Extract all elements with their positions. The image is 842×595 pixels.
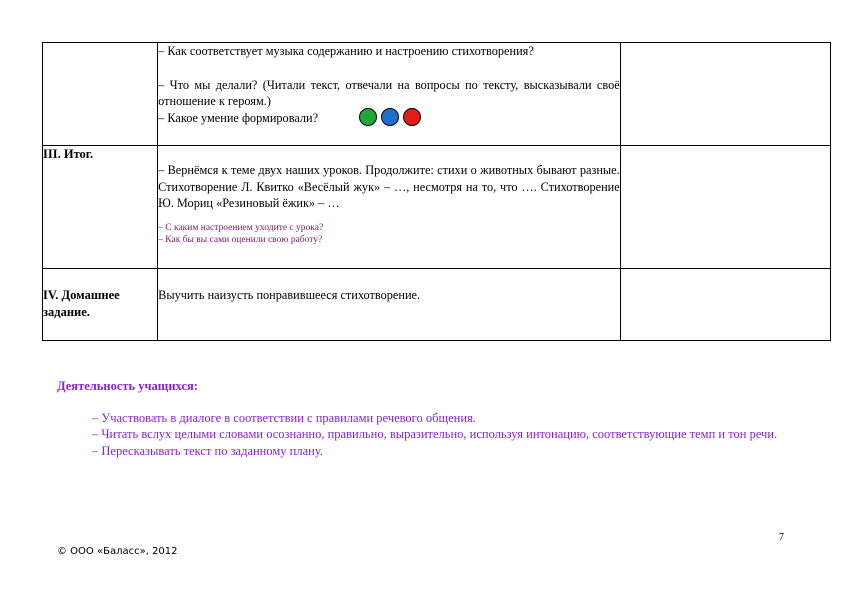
notes-cell [620,146,830,269]
activity-item: – Читать вслух целыми словами осознанно, правильно, выразительно, используя интонацию, соответствующие темп и тон речи. [92,427,778,441]
activity-item: – Пересказывать текст по заданному плану. [92,443,323,458]
color-dots [359,108,421,126]
notes-cell [620,269,830,341]
content-cell [158,146,621,269]
table-row [43,269,831,341]
blue-dot-icon [381,108,399,126]
green-dot-icon [359,108,377,126]
question-line: – Какое умение формировали? [158,110,620,128]
content-cell [158,269,621,341]
page-number: 7 [779,532,784,543]
homework-text: Выучить наизусть понравившееся стихотворение. [158,288,421,302]
table-row [43,146,831,269]
reflection-question: – С каким настроением уходите с урока? [158,222,324,233]
red-dot-icon [403,108,421,126]
copyright-footer: © ООО «Баласс», 2012 [57,546,178,557]
student-activity [57,378,787,459]
stage-cell: III. Итог. [43,146,158,269]
stage-cell: IV. Домашнее задание. [43,269,158,341]
lesson-table [42,42,831,341]
reflection-question: – Как бы вы сами оценили свою работу? [158,234,323,245]
summary-text: – Вернёмся к теме двух наших уроков. Продолжите: стихи о животных бывают разные. Стихотворение Л. Квитко «Весёлый жук» – …, несмотря на то, что …. Стихотворение Ю. Мориц «Резиновый ёжик» – … [158,163,620,210]
question-line: – Что мы делали? (Читали текст, отвечали на вопросы по тексту, высказывали своё отношение к героям.) [158,77,620,108]
activity-item: – Участвовать в диалоге в соответствии с правилами речевого общения. [92,410,476,425]
table-row [43,43,831,146]
notes-cell [620,43,830,146]
activity-heading: Деятельность учащихся: [57,379,198,393]
question-line: – Как соответствует музыка содержанию и настроению стихотворения? [158,44,534,58]
content-cell [158,43,621,146]
stage-cell [43,43,158,146]
